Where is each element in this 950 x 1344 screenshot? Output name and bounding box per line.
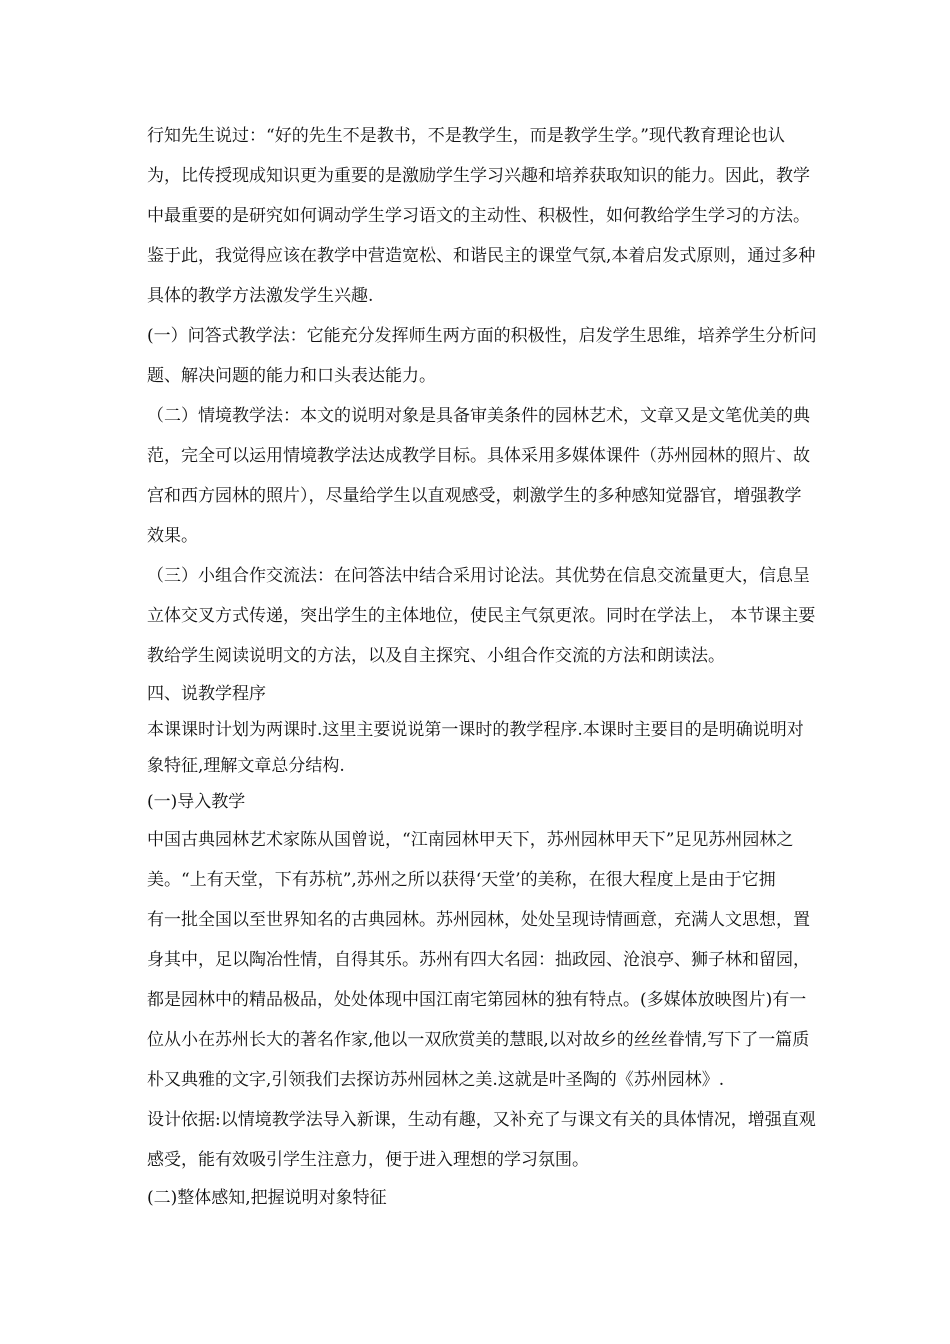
paragraph-procedure (147, 712, 813, 784)
section-heading: 四、说教学程序 (147, 684, 266, 704)
body-text (147, 116, 817, 1216)
text-line: （三）小组合作交流法：在问答法中结合采用讨论法。其优势在信息交流量更大，信息呈 (147, 566, 810, 586)
subheading: (二)整体感知,把握说明对象特征 (147, 1188, 387, 1208)
text-line: 中国古典园林艺术家陈从国曾说，“江南园林甲天下，苏州园林甲天下”足见苏州园林之 (147, 830, 794, 850)
text-line: 美。“上有天堂，下有苏杭”,苏州之所以获得‘天堂’的美称，在很大程度上是由于它拥 (147, 870, 776, 890)
text-line: 宫和西方园林的照片），尽量给学生以直观感受，刺激学生的多种感知觉器官，增强教学 (147, 486, 802, 506)
text-line: (一）问答式教学法：它能充分发挥师生两方面的积极性，启发学生思维，培养学生分析问 (147, 326, 817, 346)
text-line: 立体交叉方式传递，突出学生的主体地位，使民主气氛更浓。同时在学法上， 本节课主要 (147, 606, 816, 626)
text-line: 都是园林中的精品极品，处处体现中国江南宅第园林的独有特点。(多媒体放映图片)有一 (147, 990, 807, 1010)
text-line: 本课课时计划为两课时.这里主要说说第一课时的教学程序.本课时主要目的是明确说明对 (147, 720, 804, 740)
text-line: 位从小在苏州长大的著名作家,他以一双欣赏美的慧眼,以对故乡的丝丝眷情,写下了一篇质 (147, 1030, 810, 1050)
text-line: 具体的教学方法激发学生兴趣. (147, 286, 374, 306)
paragraph-design-basis (147, 1100, 816, 1180)
text-line: 身其中，足以陶冶性情，自得其乐。苏州有四大名园：拙政园、沧浪亭、狮子林和留园， (147, 950, 810, 970)
paragraph-method-2 (147, 396, 813, 556)
text-line: 行知先生说过：“好的先生不是教书，不是教学生，而是教学生学。”现代教育理论也认 (147, 126, 785, 146)
text-line: 感受，能有效吸引学生注意力，便于进入理想的学习氛围。 (147, 1150, 589, 1170)
text-line: 有一批全国以至世界知名的古典园林。苏州园林，处处呈现诗情画意，充满人文思想，置 (147, 910, 810, 930)
text-line: 朴又典雅的文字,引领我们去探访苏州园林之美.这就是叶圣陶的《苏州园林》. (147, 1070, 725, 1090)
paragraph-method-1 (147, 316, 817, 396)
text-line: 象特征,理解文章总分结构. (147, 756, 345, 776)
text-line: 为，比传授现成知识更为重要的是激励学生学习兴趣和培养获取知识的能力。因此，教学 (147, 166, 810, 186)
text-line: 教给学生阅读说明文的方法，以及自主探究、小组合作交流的方法和朗读法。 (147, 646, 725, 666)
paragraph-intro (147, 116, 816, 316)
section-heading-procedure (147, 676, 813, 712)
text-line: 中最重要的是研究如何调动学生学习语文的主动性、积极性，如何教给学生学习的方法。 (147, 206, 810, 226)
text-line: 设计依据:以情境教学法导入新课，生动有趣，又补充了与课文有关的具体情况，增强直观 (147, 1110, 816, 1130)
text-line: 效果。 (147, 526, 198, 546)
subheading-introduction (147, 784, 813, 820)
text-line: 题、解决问题的能力和口头表达能力。 (147, 366, 436, 386)
text-line: （二）情境教学法：本文的说明对象是具备审美条件的园林艺术，文章又是文笔优美的典 (147, 406, 810, 426)
paragraph-method-3 (147, 556, 816, 676)
text-line: 范，完全可以运用情境教学法达成教学目标。具体采用多媒体课件（苏州园林的照片、故 (147, 446, 810, 466)
subheading: (一)导入教学 (147, 792, 246, 812)
subheading-overall-perception (147, 1180, 813, 1216)
paragraph-gardens (147, 820, 813, 1100)
text-line: 鉴于此，我觉得应该在教学中营造宽松、和谐民主的课堂气氛,本着启发式原则，通过多种 (147, 246, 816, 266)
